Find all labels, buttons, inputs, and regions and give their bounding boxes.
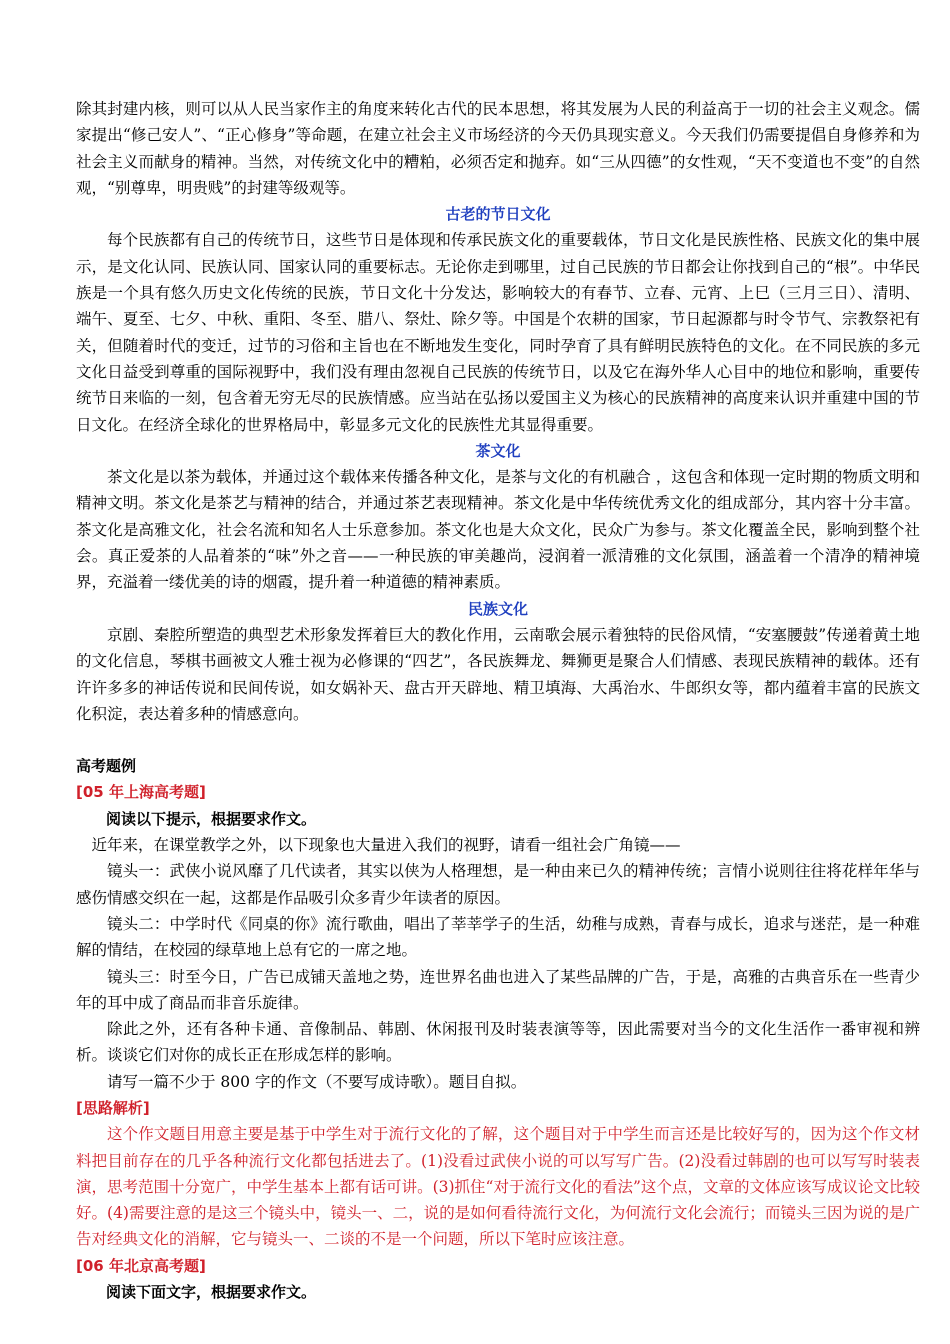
- section-title-tea: 茶文化: [475, 441, 521, 460]
- exam-q1-tag: [05 年上海高考题]: [76, 783, 206, 802]
- section-title-festival: 古老的节日文化: [445, 205, 551, 224]
- exam-heading: 高考题例: [76, 757, 137, 776]
- exam-q1-analysis: 这个作文题目用意主要是基于中学生对于流行文化的了解，这个题目对于中学生而言还是比较好写的，因为这个作文材料把目前存在的几乎各种流行文化都包括进去了。(1)没看过武侠小说的可以写写广告。(2)没看过韩剧的也可以写写时装表演，思考范围十分宽广，中学生基本上都有话可讲。(3)抓住“对于流行文化的看法”这个点，文章的文体应该写成议论文比较好。(4)需要注意的是这三个镜头中，镜头一、二，说的是如何看待流行文化，为何流行文化会流行；而镜头三因为说的是广告对经典文化的消解，它与镜头一、二谈的不是一个问题，所以下笔时应该注意。: [76, 1125, 920, 1249]
- document-page: [76, 96, 920, 1305]
- exam-q1-shot-1: 镜头一：武侠小说风靡了几代读者，其实以侠为人格理想，是一种由来已久的精神传统；言情小说则往往将花样年华与感伤情感交织在一起，这都是作品吸引众多青少年读者的原因。: [76, 862, 920, 907]
- exam-q2-tag: [06 年北京高考题]: [76, 1256, 206, 1275]
- exam-q1-shot-3: 镜头三：时至今日，广告已成铺天盖地之势，连世界名曲也进入了某些品牌的广告，于是，高雅的古典音乐在一些青少年的耳中成了商品而非音乐旋律。: [76, 967, 920, 1012]
- exam-q1-besides: 除此之外，还有各种卡通、音像制品、韩剧、休闲报刊及时装表演等等，因此需要对当今的文化生活作一番审视和辨析。谈谈它们对你的成长正在形成怎样的影响。: [76, 1020, 920, 1065]
- spacer: [76, 727, 920, 753]
- section-body-tea: 茶文化是以茶为载体，并通过这个载体来传播各种文化，是茶与文化的有机融合 ，这包含和体现一定时期的物质文明和精神文明。茶文化是茶艺与精神的结合，并通过茶艺表现精神。茶文化是中华传统优秀文化的组成部分，其内容十分丰富。茶文化是高雅文化，社会名流和知名人士乐意参加。茶文化也是大众文化，民众广为参与。茶文化覆盖全民，影响到整个社会。真正爱茶的人品着茶的“味”外之音——一种民族的审美趣尚，浸润着一派清雅的文化氛围，涵盖着一个清净的精神境界，充溢着一缕优美的诗的烟霞，提升着一种道德的精神素质。: [76, 468, 920, 592]
- section-body-ethnic: 京剧、秦腔所塑造的典型艺术形象发挥着巨大的教化作用，云南歌会展示着独特的民俗风情，“安塞腰鼓”传递着黄土地的文化信息，琴棋书画被文人雅士视为必修课的“四艺”，各民族舞龙、舞狮更是聚合人们情感、表现民族精神的载体。还有许许多多的神话传说和民间传说，如女娲补天、盘古开天辟地、精卫填海、大禹治水、牛郎织女等，都内蕴着丰富的民族文化积淀，表达着多种的情感意向。: [76, 625, 920, 723]
- exam-q1-instruction: 阅读以下提示，根据要求作文。: [106, 809, 317, 828]
- exam-q1-lead: 近年来，在课堂教学之外，以下现象也大量进入我们的视野，请看一组社会广角镜——: [91, 836, 681, 855]
- intro-paragraph: 除其封建内核，则可以从人民当家作主的角度来转化古代的民本思想，将其发展为人民的利益高于一切的社会主义观念。儒家提出“修己安人”、“正心修身”等命题，在建立社会主义市场经济的今天仍具现实意义。今天我们仍需要提倡自身修养和为社会主义而献身的精神。当然，对传统文化中的糟粕，必须否定和抛弃。如“三从四德”的女性观，“天不变道也不变”的自然观，“别尊卑，明贵贱”的封建等级观等。: [76, 100, 920, 197]
- section-title-ethnic: 民族文化: [467, 599, 528, 618]
- exam-q1-shot-2: 镜头二：中学时代《同桌的你》流行歌曲，唱出了莘莘学子的生活，幼稚与成熟，青春与成长，追求与迷茫，是一种难解的情结，在校园的绿草地上总有它的一席之地。: [76, 914, 920, 960]
- exam-q1-analysis-tag: [思路解析]: [76, 1098, 150, 1117]
- exam-q1-requirement: 请写一篇不少于 800 字的作文（不要写成诗歌）。题目自拟。: [107, 1072, 527, 1091]
- section-body-festival: 每个民族都有自己的传统节日，这些节日是体现和传承民族文化的重要载体，节日文化是民族性格、民族文化的集中展示，是文化认同、民族认同、国家认同的重要标志。无论你走到哪里，过自己民族的节日都会让你找到自己的“根”。中华民族是一个具有悠久历史文化传统的民族，节日文化十分发达，影响较大的有春节、立春、元宵、上巳（三月三日）、清明、端午、夏至、七夕、中秋、重阳、冬至、腊八、祭灶、除夕等。中国是个农耕的国家，节日起源都与时令节气、宗教祭祀有关，但随着时代的变迁，过节的习俗和主旨也在不断地发生变化，同时孕育了具有鲜明民族特色的文化。在不同民族的多元文化日益受到尊重的国际视野中，我们没有理由忽视自己民族的传统节日，以及它在海外华人心目中的地位和影响，重要传统节日来临的一刻，包含着无穷无尽的民族情感。应当站在弘扬以爱国主义为核心的民族精神的高度来认识并重建中国的节日文化。在经济全球化的世界格局中，彰显多元文化的民族性尤其显得重要。: [76, 231, 920, 434]
- exam-q2-instruction: 阅读下面文字，根据要求作文。: [106, 1283, 317, 1302]
